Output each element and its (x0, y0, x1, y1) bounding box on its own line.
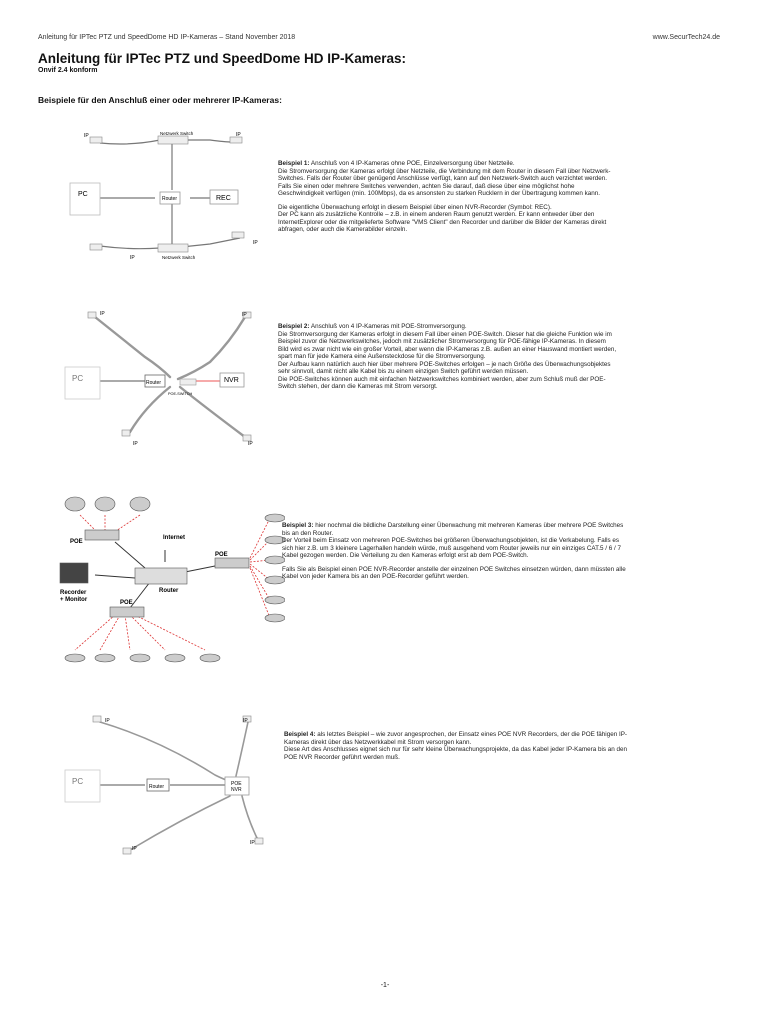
example-4-label: Beispiel 4: (284, 731, 316, 738)
diagram1-pc-label: PC (78, 191, 88, 198)
diagram2-nvr-label: NVR (224, 377, 239, 384)
example-2-p3: Der Aufbau kann natürlich auch hier über mehrere POE-Switches erfolgen – je nach Größe des Überwachungsobjektes sehr sinnvoll, damit nicht alle Kabel bis zu einem einzigen Switch geführt werden müssen. (278, 360, 611, 375)
example-1-p3: Falls Sie einen oder mehrere Switches verwenden, achten Sie darauf, daß diese über eine möglichst hohe Geschwindigkeit verfügen (min. 100Mbps), da es ansonsten zu starken Rucklern in der Übertragung kommen kann. (278, 182, 601, 197)
diagram2-ip-label-4: IP (248, 441, 253, 447)
diagram3-recorder-label: Recorder (60, 590, 87, 596)
page-title: Anleitung für IPTec PTZ und SpeedDome HD IP-Kameras: (38, 51, 407, 66)
diagram1-ip-label-2: IP (236, 132, 241, 138)
diagram3-poe-label-3: POE (120, 600, 133, 606)
diagram1-switch-top-label: Netzwerk Switch (160, 131, 194, 136)
page-number: -1- (380, 982, 390, 989)
text-example-2 (278, 323, 618, 397)
example-2-p2: Die Stromversorgung der Kameras erfolgt in diesem Fall über einen POE-Switch. Dieser hat die gleiche Funktion wie im Beispiel zuvor die Netzwerkswitches, jedoch mit zusätzlicher Stromversorgung für POE-fähige IP-Kameras. In diesem Bild wird es zwar nicht wie ein großer Vorteil, aber wenn die IP-Kameras z.B. außen an einer Hauswand montiert werden, spart man für jede Kamera eine Außensteckdose für die Stromversorgung. (278, 330, 617, 360)
diagram3-poe-label-2: POE (215, 552, 228, 558)
example-4-p1: als letztes Beispiel – wie zuvor angesprochen, der Einsatz eines POE NVR Recorders, der die POE fähigen IP-Kameras direkt über das Netzwerkkabel mit Strom versorgen kann. (284, 731, 627, 746)
example-2-label: Beispiel 2: (278, 323, 310, 330)
running-header-right: www.SecurTech24.de (652, 34, 720, 41)
diagram3-internet-label: Internet (163, 535, 186, 541)
section-heading: Beispiele für den Anschluß einer oder mehrerer IP-Kameras: (38, 95, 282, 105)
diagram4-ip-label-4: IP (250, 840, 255, 846)
example-3-p2: Der Vorteil beim Einsatz von mehreren POE-Switches bei größeren Überwachungsobjekten, ist die Verkabelung. Falls es sich hier z.B. um 3 kleinere Lagerhallen handeln würde, muß ausgehend vom Router jeweils nur ein einziges CAT.5 / 6 / 7 Kabel gezogen werden. Die Verteilung zu den Kameras erfolgt erst ab dem POE-Switch. (282, 537, 622, 559)
example-1-p1: Anschluß von 4 IP-Kameras ohne POE, Einzelversorgung über Netzteile. (310, 160, 515, 167)
diagram1-ip-label-1: IP (84, 133, 89, 139)
diagram3-poe-label-1: POE (70, 539, 83, 545)
diagram1-rec-label: REC (216, 195, 231, 202)
example-1-p4: Die eigentliche Überwachung erfolgt in diesem Beispiel über einen NVR-Recorder (Symbol: REC). (278, 203, 552, 211)
diagram1-ip-label-3: IP (130, 255, 135, 261)
diagram4-ip-label-2: IP (243, 718, 248, 724)
diagram3-monitor-label: + Monitor (60, 597, 88, 603)
diagram4-ip-label-1: IP (105, 718, 110, 724)
diagram1-router-label: Router (162, 196, 178, 202)
diagram-example-3 (55, 490, 285, 680)
diagram4-router-label: Router (149, 784, 165, 790)
diagram-example-4 (60, 710, 275, 860)
diagram-example-1 (60, 128, 270, 263)
diagram2-poe-switch-label: POE-SWITCH (168, 392, 193, 396)
example-2-p4: Die POE-Switches können auch mit einfachen Netzwerkswitches kombiniert werden, aber zum Schluß muß der POE-Switch stehen, der dann die Kameras mit Strom versorgt. (278, 375, 606, 390)
example-3-label: Beispiel 3: (282, 522, 314, 529)
diagram2-pc-label: PC (72, 374, 84, 383)
example-1-p5: Der PC kann als zusätzliche Kontrolle – z.B. in einem anderen Raum genutzt werden. Er kann entweder über den InternetExplorer oder die mitgelieferte Software "VMS Client" den Recorder und darüber die Bilder der Kameras direkt abfragen, oder auch die Kamerabilder einzeln. (278, 211, 607, 233)
diagram3-router-label: Router (159, 588, 179, 594)
diagram4-poe-label: POE (231, 781, 242, 787)
diagram2-ip-label-2: IP (242, 312, 247, 318)
example-3-p1: hier nochmal die bildliche Darstellung einer Überwachung mit mehreren Kameras über mehrere POE Switches bis an den Router. (282, 522, 624, 537)
diagram2-ip-label-3: IP (133, 441, 138, 447)
diagram4-pc-label: PC (72, 777, 84, 786)
diagram2-ip-label-1: IP (100, 311, 105, 317)
diagram-example-2 (60, 307, 275, 452)
example-1-p2: Die Stromversorgung der Kameras erfolgt über Netzteile, die Verbindung mit dem Router in diesem Fall über Netzwerk-Switches. Falls der Router über genügend Anschlüsse verfügt, kann auf den Netzwerk-Switch auch verzichtet werden. (278, 167, 611, 182)
example-1-label: Beispiel 1: (278, 160, 310, 167)
example-2-p1: Anschluß von 4 IP-Kameras mit POE-Stromversorgung. (310, 323, 467, 330)
example-4-p2: Diese Art des Anschlusses eignet sich nur für sehr kleine Überwachungsprojekte, da das Kabel jeder IP-Kamera bis an den POE NVR Recorder geführt werden muß. (284, 746, 628, 761)
example-3-p3: Falls Sie als Beispiel einen POE NVR-Recorder anstelle der einzelnen POE Switches einsetzen würden, dann müssten alle Kabel von jeder Kamera bis an den POE-Recorder geführt werden. (282, 565, 626, 580)
diagram1-ip-label-4: IP (253, 240, 258, 246)
text-example-4 (284, 731, 634, 767)
diagram4-nvr-label: NVR (231, 787, 242, 793)
diagram4-ip-label-3: IP (132, 846, 137, 852)
running-header-left: Anleitung für IPTec PTZ und SpeedDome HD IP-Kameras – Stand November 2018 (38, 34, 296, 41)
diagram1-switch-bottom-label: Netzwerk Switch (162, 255, 196, 260)
text-example-3 (282, 522, 627, 587)
page-subtitle: Onvif 2.4 konform (38, 67, 98, 74)
text-example-1 (278, 160, 618, 240)
diagram2-router-label: Router (146, 380, 162, 386)
